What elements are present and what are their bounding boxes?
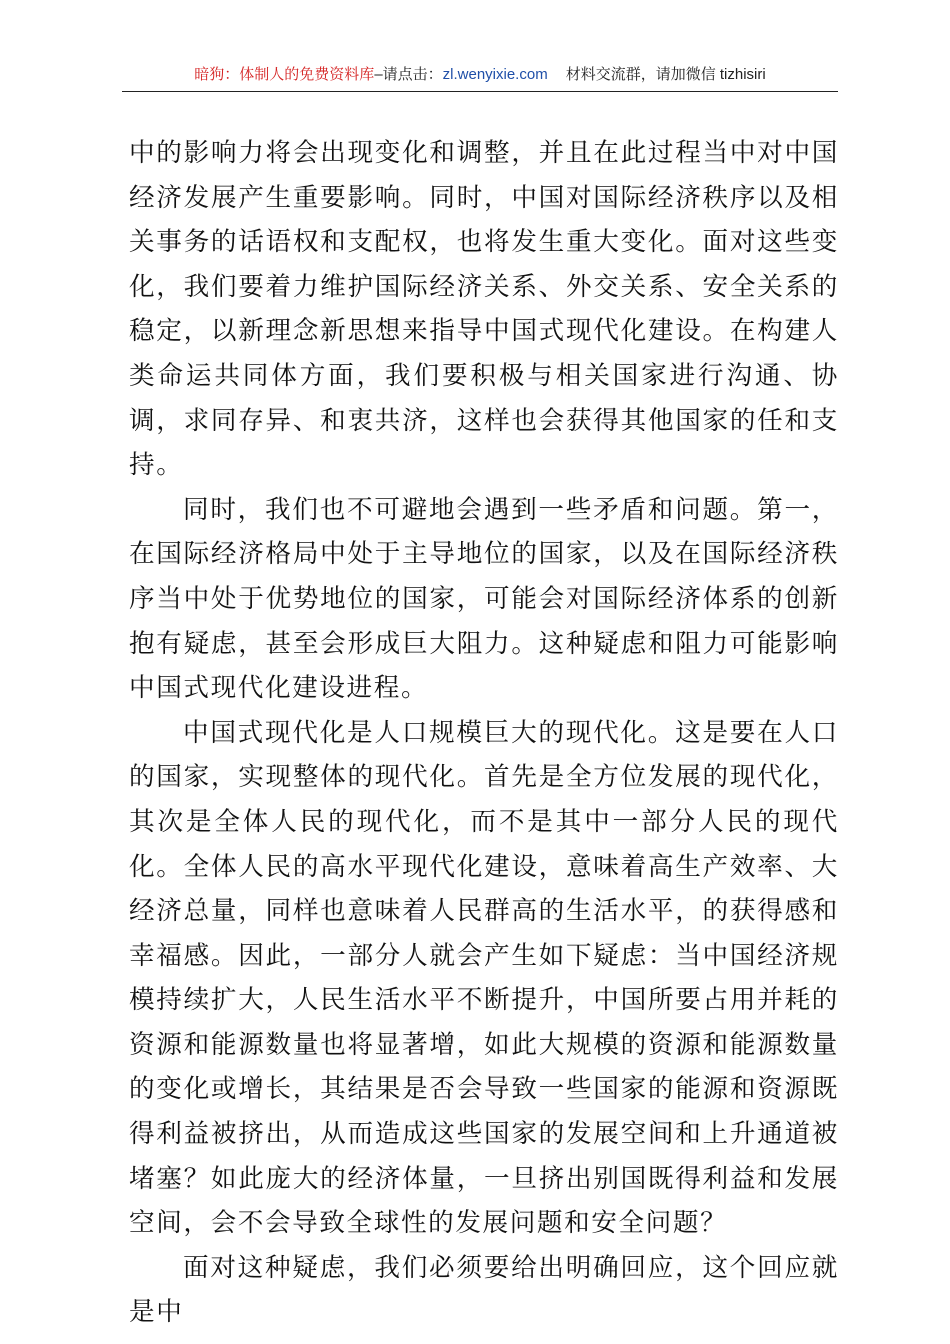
paragraph-3: 中国式现代化是人口规模巨大的现代化。这是要在人口的国家，实现整体的现代化。首先是全方位发展的现代化，其次是全体人民的现代化，而不是其中一部分人民的现代化。全体人民的高水平现代化建设，意味着高生产效率、大经济总量，同样也意味着人民群高的生活水平，的获得感和幸福感。因此，一部分人就会产生如下疑虑：当中国经济规模持续扩大，人民生活水平不断提升，中国所要占用并耗的资源和能源数量也将显著增，如此大规模的资源和能源数量的变化或增长，其结果是否会导致一些国家的能源和资源既得利益被挤出，从而造成这些国家的发展空间和上升通道被堵塞？如此庞大的经济体量，一旦挤出别国既得利益和发展空间，会不会导致全球性的发展问题和安全问题？ <box>129 717 839 1239</box>
site-url-link[interactable]: zl.wenyixie.com <box>442 66 548 83</box>
site-name: 暗狗：体制人的免费资料库 <box>194 66 375 83</box>
paragraph-4: 面对这种疑虑，我们必须要给出明确回应，这个回应就是中 <box>129 1252 839 1328</box>
paragraph-2: 同时，我们也不可避地会遇到一些矛盾和问题。第一，在国际经济格局中处于主导地位的国家，以及在国际经济秩序当中处于优势地位的国家，可能会对国际经济体系的创新抱有疑虑，甚至会形成巨大阻力。这种疑虑和阻力可能影响中国式现代化建设进程。 <box>129 494 839 704</box>
document-body <box>129 131 839 1335</box>
wechat-note: 材料交流群，请加微信 tizhisiri <box>565 66 766 83</box>
paragraph-1: 中的影响力将会出现变化和调整，并且在此过程当中对中国经济发展产生重要影响。同时，中国对国际经济秩序以及相关事务的话语权和支配权，也将发生重大变化。面对这些变化，我们要着力维护国际经济关系、外交关系、安全关系的稳定，以新理念新思想来指导中国式现代化建设。在构建人类命运共同体方面，我们要积极与相关国家进行沟通、协调，求同存异、和衷共济，这样也会获得其他国家的任和支持。 <box>129 138 839 481</box>
click-prompt: –请点击： <box>374 66 443 83</box>
page-header <box>122 62 838 92</box>
